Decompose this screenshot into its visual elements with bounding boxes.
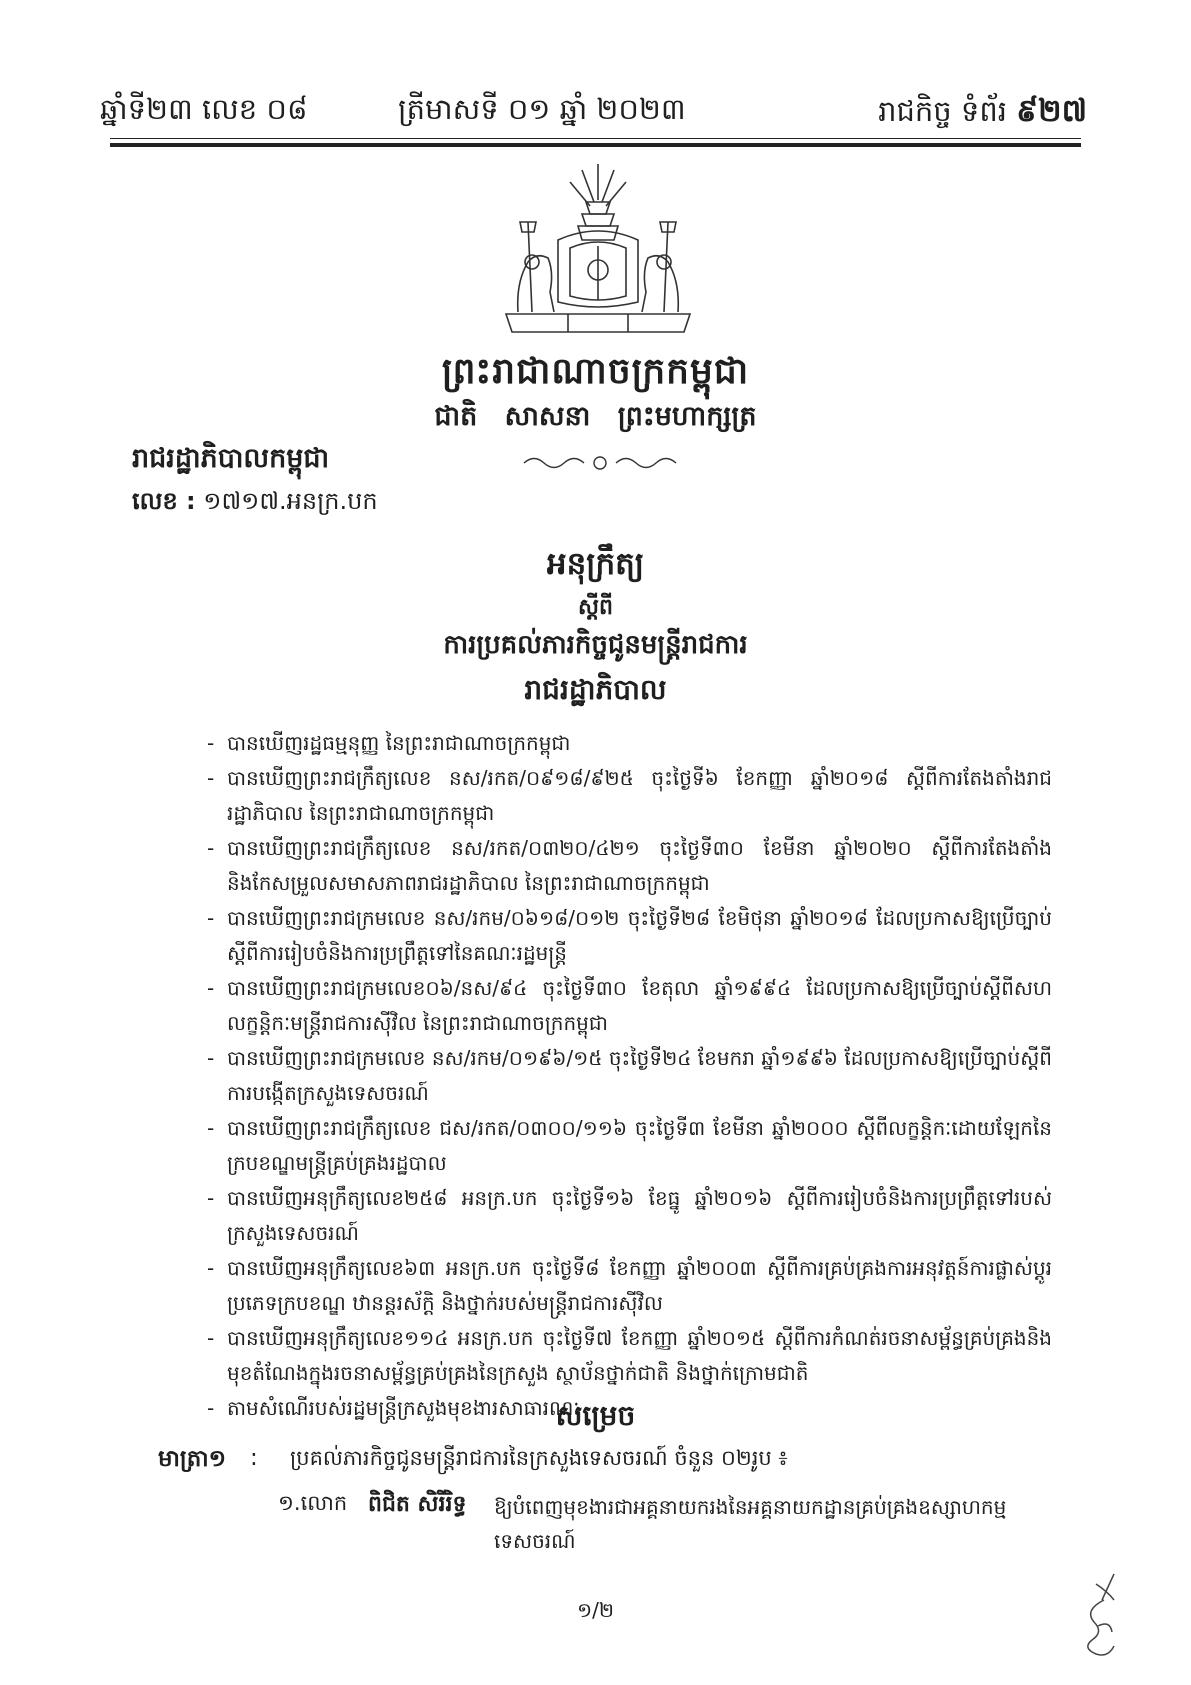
gazette-page xyxy=(878,92,1087,137)
consideration-item: - បានឃើញព្រះរាជក្រមលេខ នស/រកម/០៦១៨/០១២ ចុះថ្ងៃទី២៨ ខែមិថុនា ឆ្នាំ២០១៨ ដែលប្រកាសឱ្យប្រើច្បាប់ស្តីពីការរៀបចំនិងការប្រព្រឹត្តទៅនៃគណៈរដ្ឋមន្ត្រី xyxy=(207,901,1052,971)
decides-heading: សម្រេច xyxy=(555,1399,636,1432)
page-number: ១/២ xyxy=(576,1598,614,1622)
issuing-authority: រាជរដ្ឋាភិបាលកម្ពុជា xyxy=(132,443,330,474)
consideration-item: - បានឃើញព្រះរាជក្រឹត្យលេខ នស/រកត/០៣២០/៤២១ ចុះថ្ងៃទី៣០ ខែមីនា ឆ្នាំ២០២០ ស្តីពីការតែងតាំងនិងកែសម្រួលសមាសភាពរាជរដ្ឋាភិបាល នៃព្រះរាជាណាចក្រកម្ពុជា xyxy=(207,831,1052,901)
consideration-item: - បានឃើញអនុក្រឹត្យលេខ៦៣ អនក្រ.បក ចុះថ្ងៃទី៨ ខែកញ្ញា ឆ្នាំ២០០៣ ស្តីពីការគ្រប់គ្រងការអនុវត្តន៍ការផ្លាស់ប្តូរប្រភេទក្របខណ្ឌ ឋានន្តរស័ក្តិ និងថ្នាក់របស់មន្ត្រីរាជការស៊ីវិល xyxy=(207,1251,1052,1321)
consideration-item: - បានឃើញរដ្ឋធម្មនុញ្ញ នៃព្រះរាជាណាចក្រកម្ពុជា xyxy=(207,726,1052,761)
gazette-page-number: ៩២៧ xyxy=(1016,93,1087,129)
government-heading: រាជរដ្ឋាភិបាល xyxy=(524,673,667,706)
gazette-page-label: រាជកិច្ច ទំព័រ xyxy=(878,94,1007,128)
document-type: អនុក្រឹត្យ xyxy=(546,546,645,582)
consideration-item: - បានឃើញអនុក្រឹត្យលេខ១១៤ អនក្រ.បក ចុះថ្ងៃទី៧ ខែកញ្ញា ឆ្នាំ២០១៥ ស្តីពីការកំណត់រចនាសម្ព័ន្ធគ្រប់គ្រងនិងមុខតំណែងក្នុងរចនាសម្ព័ន្ធគ្រប់គ្រងនៃក្រសួង ស្ថាប័នថ្នាក់ជាតិ និងថ្នាក់ក្រោមជាតិ xyxy=(207,1321,1052,1391)
handwritten-initial-icon xyxy=(1074,1570,1134,1660)
header-rule-thin xyxy=(110,138,1081,139)
consideration-item: - តាមសំណើរបស់រដ្ឋមន្ត្រីក្រសួងមុខងារសាធារណៈ xyxy=(207,1391,1052,1426)
appointment-position: ឱ្យបំពេញមុខងារជាអគ្គនាយករងនៃអគ្គនាយកដ្ឋានគ្រប់គ្រងឧស្សាហកម្មទេសចរណ៍ xyxy=(494,1495,1007,1553)
appointee-name: ពិជិត សិរីរិទ្ធ xyxy=(368,1492,467,1517)
document-number xyxy=(132,486,378,521)
considerations-list xyxy=(207,726,1052,1426)
header-rule-thick xyxy=(110,143,1081,147)
consideration-item: - បានឃើញព្រះរាជក្រមលេខ០៦/នស/៩៤ ចុះថ្ងៃទី៣០ ខែតុលា ឆ្នាំ១៩៩៤ ដែលប្រកាសឱ្យប្រើច្បាប់ស្តីពីសហលក្ខន្តិកៈមន្ត្រីរាជការស៊ីវិល នៃព្រះរាជាណាចក្រកម្ពុជា xyxy=(207,971,1052,1041)
appointment-number: ១.លោក xyxy=(278,1491,348,1515)
consideration-item: - បានឃើញព្រះរាជក្រឹត្យលេខ ជស/រកត/០៣០០/១១៦ ចុះថ្ងៃទី៣ ខែមីនា ឆ្នាំ២០០០ ស្តីពីលក្ខន្តិកៈដោយឡែកនៃក្របខណ្ឌមន្ត្រីគ្រប់គ្រងរដ្ឋបាល xyxy=(207,1111,1052,1181)
document-about: ស្ដីពី xyxy=(578,595,613,620)
consideration-item: - បានឃើញព្រះរាជក្រឹត្យលេខ នស/រកត/០៩១៨/៩២៥ ចុះថ្ងៃទី៦ ខែកញ្ញា ឆ្នាំ២០១៨ ស្តីពីការតែងតាំងរាជរដ្ឋាភិបាល នៃព្រះរាជាណាចក្រកម្ពុជា xyxy=(207,761,1052,831)
ornament-divider-icon xyxy=(520,452,680,474)
consideration-item: - បានឃើញព្រះរាជក្រមលេខ នស/រកម/០១៩៦/១៥ ចុះថ្ងៃទី២៤ ខែមករា ឆ្នាំ១៩៩៦ ដែលប្រកាសឱ្យប្រើច្បាប់ស្តីពីការបង្កើតក្រសួងទេសចរណ៍ xyxy=(207,1041,1052,1111)
article-colon: : xyxy=(250,1445,258,1471)
article-text: ប្រគល់ភារកិច្ចជូនមន្ត្រីរាជការនៃក្រសួងទេសចរណ៍ ចំនួន ០២រូប ៖ xyxy=(290,1446,788,1470)
document-subject: ការប្រគល់ភារកិច្ចជូនមន្ត្រីរាជការ xyxy=(443,630,748,660)
royal-emblem-icon xyxy=(498,162,698,337)
article-label: មាត្រា១ xyxy=(158,1446,227,1472)
document-number-value: ១៧១៧.អនក្រ.បក xyxy=(203,487,378,515)
national-motto: ជាតិ សាសនា ព្រះមហាក្សត្រ xyxy=(434,401,757,432)
document-number-label: លេខ : xyxy=(132,487,196,515)
gazette-quarter: ត្រីមាសទី ០១ ឆ្នាំ ២០២៣ xyxy=(398,92,686,126)
kingdom-title: ព្រះរាជាណាចក្រកម្ពុជា xyxy=(441,351,750,392)
consideration-item: - បានឃើញអនុក្រឹត្យលេខ២៥៨ អនក្រ.បក ចុះថ្ងៃទី១៦ ខែធ្នូ ឆ្នាំ២០១៦ ស្តីពីការរៀបចំនិងការប្រព្រឹត្តទៅរបស់ក្រសួងទេសចរណ៍ xyxy=(207,1181,1052,1251)
gazette-issue: ឆ្នាំទី២៣ លេខ ០៨ xyxy=(100,92,308,126)
